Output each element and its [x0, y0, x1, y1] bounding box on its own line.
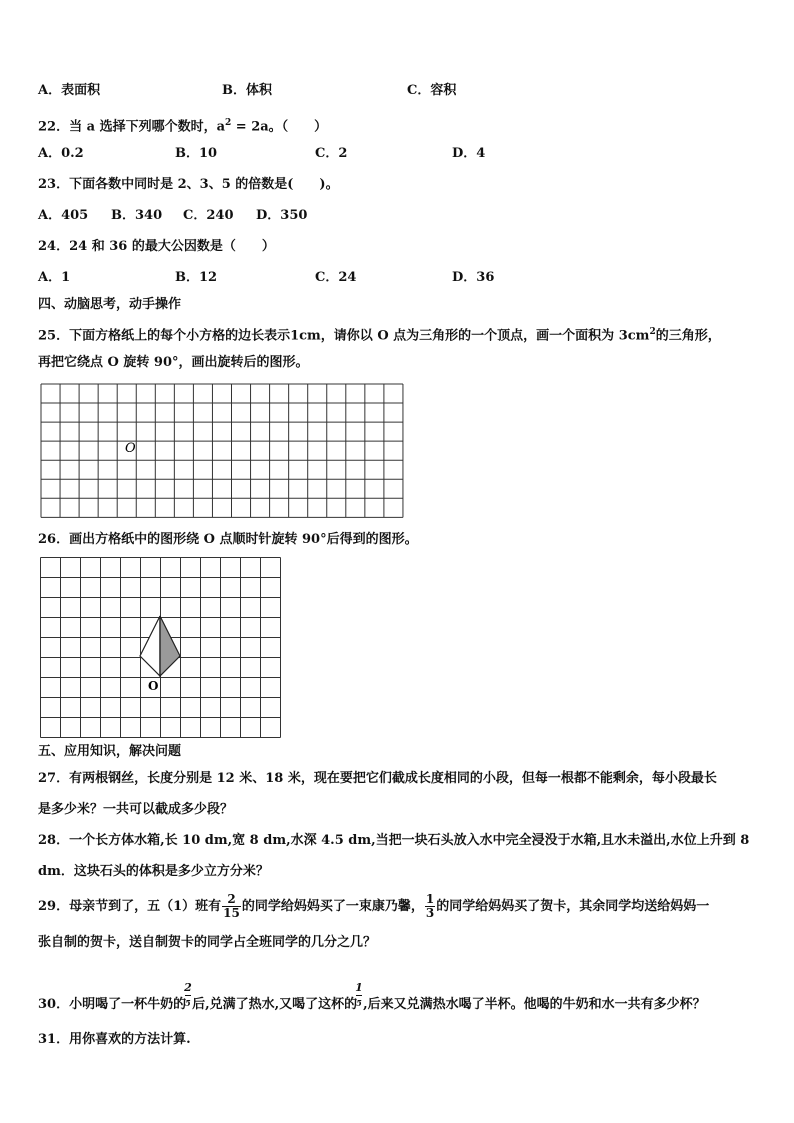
section-5-heading: 五、应用知识，解决问题 [38, 744, 182, 759]
q22-option-d: D．4 [452, 146, 486, 161]
q24-option-b: B．12 [175, 270, 218, 285]
section-4-heading: 四、动脑思考，动手操作 [38, 297, 182, 312]
q21-option-c: C．容积 [407, 83, 457, 98]
q21-option-b: B．体积 [222, 83, 272, 98]
q31-question: 31．用你喜欢的方法计算. [38, 1032, 191, 1047]
q23-option-d: D．350 [256, 208, 308, 223]
q26-grid [40, 557, 282, 739]
q24-question: 24．24 和 36 的最大公因数是（ ） [38, 239, 275, 254]
q27-question-line2: 是多少米？一共可以截成多少段？ [38, 802, 234, 817]
q29-question-line2: 张自制的贺卡，送自制贺卡的同学占全班同学的几分之几？ [38, 935, 377, 950]
q29-fraction-1-3: $\frac{1}{3}$ [425, 892, 435, 920]
q24-option-d: D．36 [452, 270, 495, 285]
q30-fraction-2-5: 2 5 [184, 981, 192, 1008]
q24-option-c: C．24 [315, 270, 357, 285]
q24-option-a: A．1 [38, 270, 71, 285]
q25-point-o-label: O [125, 441, 136, 456]
q23-option-b: B．340 [111, 208, 163, 223]
q28-question-line1: 28．一个长方体水箱,长 10 dm,宽 8 dm,水深 4.5 dm,当把一块石头放入水中完全浸没于水箱,且水未溢出,水位上升到 8 [38, 833, 750, 848]
q29-question-line1: 29．母亲节到了，五（1）班有 $\frac{2}{15}$ 的同学给妈妈买了一束康乃馨， $\frac{1}{3}$ 的同学给妈妈买了贺卡，其余同学均送给妈妈一 [38, 892, 710, 920]
q29-fraction-2-15: $\frac{2}{15}$ [223, 892, 240, 920]
q26-shape-shaded-half [160, 616, 180, 676]
q28-question-line2: dm．这块石头的体积是多少立方分米？ [38, 864, 269, 879]
q23-option-c: C．240 [183, 208, 234, 223]
q30-question: 30．小明喝了一杯牛奶的 2 5 后,兑满了热水,又喝了这杯的 1 5 ,后来又兑满热水喝了半杯。他喝的牛奶和水一共有多少杯？ [38, 981, 706, 1012]
q23-question: 23．下面各数中同时是 2、3、5 的倍数是( )。 [38, 177, 339, 192]
q25-question-line1: 25．下面方格纸上的每个小方格的边长表示1cm，请你以 O 点为三角形的一个顶点，画一个面积为 $3cm^2$的三角形， [38, 327, 721, 344]
q22-question: 22．当 a 选择下列哪个数时，$a^2 = 2a$。（ ） [38, 118, 328, 135]
q25-question-line2: 再把它绕点 O 旋转 90°，画出旋转后的图形。 [38, 355, 309, 370]
q22-option-c: C．2 [315, 146, 348, 161]
q26-point-o-label: O [148, 679, 159, 693]
q22-option-a: A．0.2 [38, 146, 84, 161]
q25-grid [40, 383, 422, 518]
q23-option-a: A．405 [38, 208, 89, 223]
q30-fraction-1-5: 1 5 [355, 981, 363, 1008]
q21-option-a: A．表面积 [38, 83, 101, 98]
q27-question-line1: 27．有两根钢丝，长度分别是 12 米、18 米，现在要把它们截成长度相同的小段，但每一根都不能剩余，每小段最长 [38, 771, 717, 786]
q22-option-b: B．10 [175, 146, 218, 161]
q26-shape-left-half [140, 616, 160, 676]
q26-question: 26．画出方格纸中的图形绕 O 点顺时针旋转 90°后得到的图形。 [38, 532, 418, 547]
